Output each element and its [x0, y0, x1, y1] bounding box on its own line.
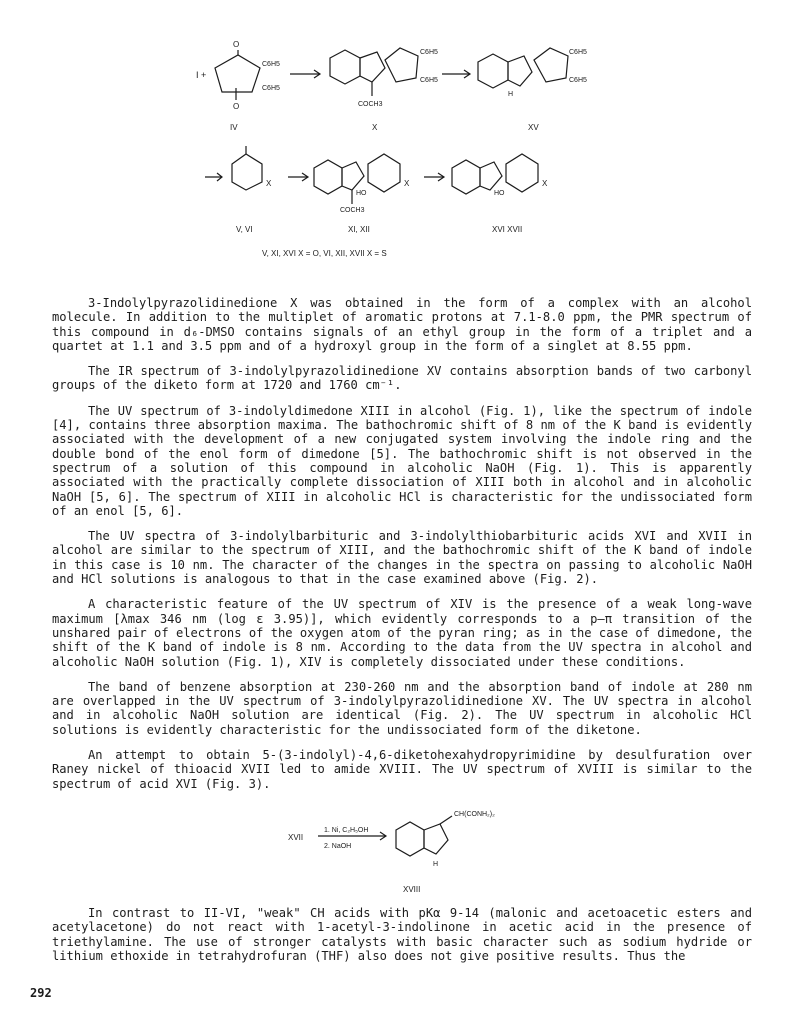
- ring-xviii-pyrrole: [424, 824, 448, 854]
- ring-xv-benzene: [478, 54, 508, 88]
- ring-xi-pyrim: [368, 154, 400, 192]
- paragraph: A characteristic feature of the UV spectrum of XIV is the presence of a weak long-wave maximum [λmax 346 nm (log ε 3.95)], which evidently corresponds to a p–π transition of the unshared pair of electrons of the oxygen atom of the pyran ring; as in the case of dimedone, the shift of the K band of indole is 8 nm. According to the data from the UV spectra in alcohol and alcoholic NaOH solution (Fig. 1), XIV is completely dissociated under these conditions.: [52, 597, 752, 669]
- substituent-label: CH(CONH₂)₂: [454, 810, 495, 818]
- reactant-label: XVII: [288, 832, 304, 842]
- atom-o: O: [233, 102, 240, 111]
- atom-h: H: [433, 860, 439, 868]
- atom-substituent: C6H5: [569, 77, 587, 84]
- atom-substituent: C6H5: [262, 85, 280, 92]
- atom-h: H: [508, 91, 514, 98]
- reaction-scheme: [0, 0, 796, 270]
- atom-o: O: [233, 40, 240, 49]
- atom-x: X: [542, 179, 548, 188]
- reaction-equation: [52, 802, 752, 896]
- paragraph: In contrast to II-VI, "weak" CH acids with pKα 9-14 (malonic and acetoacetic esters and acetylacetone) do not react with 1-acetyl-3-indolinone in acetic acid in the presence of triethylamine. The use of stronger catalysts with basic character such as sodium hydride or lithium ethoxide in tetrahydrofuran (THF) also does not give positive results. Thus the: [52, 905, 752, 963]
- scheme-start: I +: [196, 70, 207, 80]
- atom-x: X: [266, 179, 272, 188]
- paragraph: The IR spectrum of 3-indolylpyrazolidinedione XV contains absorption bands of two carbonyl groups of the diketo form at 1720 and 1760 cm⁻¹.: [52, 364, 752, 393]
- ring-xv-pyrrole: [508, 56, 532, 86]
- compound-label: XI, XII: [348, 225, 370, 234]
- scheme-drawing: [0, 0, 796, 270]
- compound-label: IV: [230, 123, 238, 132]
- ring-xvi-pyrim: [506, 154, 538, 192]
- atom-ho: HO: [356, 190, 367, 197]
- atom-substituent: C6H5: [262, 61, 280, 68]
- step-label: 1. Ni, C₂H₅OH: [324, 826, 369, 834]
- ring-iv: [215, 55, 260, 92]
- compound-label: XVI XVII: [492, 225, 523, 234]
- atom-substituent: C6H5: [420, 77, 438, 84]
- step-label: 2. NaOH: [324, 842, 352, 850]
- atom-ho: HO: [494, 190, 505, 197]
- atom-acetyl: COCH3: [358, 101, 383, 108]
- article-body: [52, 296, 752, 974]
- ring-x-pyrazol: [385, 48, 418, 82]
- ring-x-pyrrole: [360, 52, 385, 82]
- paragraph: An attempt to obtain 5-(3-indolyl)-4,6-diketohexahydropyrimidine by desulfuration over Raney nickel of thioacid XVII led to amide XVIII. The UV spectrum of XVIII is similar to the spectrum of acid XVI (Fig. 3).: [52, 748, 752, 791]
- ring-xi-pyrrole: [342, 162, 364, 190]
- atom-substituent: C6H5: [569, 49, 587, 56]
- paragraph: The UV spectrum of 3-indolyldimedone XIII in alcohol (Fig. 1), like the spectrum of indole [4], contains three absorption maxima. The bathochromic shift of 8 nm of the K band is evidently associated with the development of a new conjugated system involving the indole ring and the double bond of the enol form of dimedone [5]. The bathochromic shift is not observed in the spectrum of a solution of this compound in alcoholic NaOH (Fig. 1). This is apparently associated with the practically complete dissociation of XIII both in alcohol and in alcoholic NaOH [5, 6]. The spectrum of XIII in alcoholic HCl is characteristic for the undissociated form of an enol [5, 6].: [52, 403, 752, 518]
- ring-xi-benzene: [314, 160, 342, 194]
- atom-acetyl: COCH3: [340, 207, 365, 214]
- ring-xv-pyrazol: [534, 48, 568, 82]
- ring-xvi-pyrrole: [480, 162, 502, 190]
- paragraph: 3-Indolylpyrazolidinedione X was obtained in the form of a complex with an alcohol molecule. In addition to the multiplet of aromatic protons at 7.1-8.0 ppm, the PMR spectrum of this compound in d₆-DMSO contains signals of an ethyl group in the form of a triplet and a quartet at 1.1 and 3.5 ppm and of a hydroxyl group in the form of a singlet at 8.55 ppm.: [52, 296, 752, 353]
- atom-x: X: [404, 179, 410, 188]
- reaction-drawing: [52, 802, 752, 896]
- paragraph: The UV spectra of 3-indolylbarbituric and 3-indolylthiobarbituric acids XVI and XVII in alcohol are similar to the spectrum of XIII, and the bathochromic shift of the K band of indole in this case is 10 nm. The character of the changes in the spectra on passing to alcoholic NaOH and HCl solutions is analogous to that in the case examined above (Fig. 2).: [52, 529, 752, 587]
- ring-v: [232, 154, 262, 190]
- compound-label: V, VI: [236, 225, 253, 234]
- ring-x-benzene: [330, 50, 360, 84]
- paragraph: The band of benzene absorption at 230-260 nm and the absorption band of indole at 280 nm are overlapped in the UV spectrum of 3-indolylpyrazolidinedione XV. The UV spectra in alcohol and in alcoholic NaOH solution are identical (Fig. 2). The UV spectrum in alcoholic HCl solutions is evidently characteristic for the undissociated form of the diketone.: [52, 679, 752, 737]
- page-number: 292: [30, 986, 52, 1000]
- ring-xviii-benzene: [396, 822, 424, 856]
- ring-xvi-benzene: [452, 160, 480, 194]
- scheme-legend: V, XI, XVI X = O, VI, XII, XVII X = S: [262, 249, 387, 258]
- atom-substituent: C6H5: [420, 49, 438, 56]
- compound-label: XV: [528, 123, 539, 132]
- compound-label: XVIII: [403, 884, 421, 894]
- compound-label: X: [372, 123, 378, 132]
